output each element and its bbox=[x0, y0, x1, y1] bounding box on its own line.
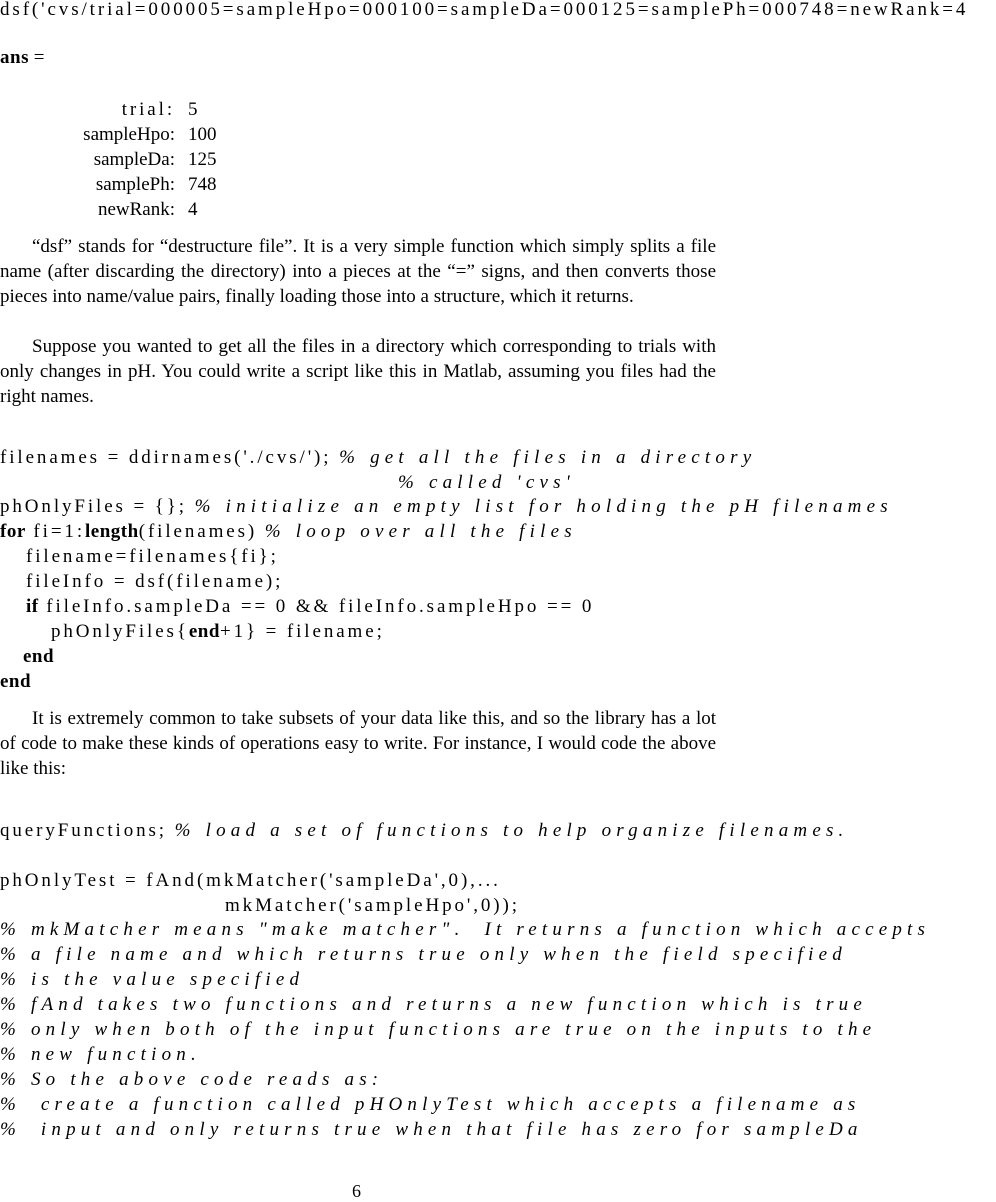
code-line bbox=[0, 446, 756, 470]
code-line bbox=[26, 570, 283, 594]
code-line bbox=[0, 819, 849, 843]
paragraph-subsets: It is extremely common to take subsets of your data like this, and so the library has a lot of code to make these kinds of operations easy to write. For instance, I would code the above like this: bbox=[0, 708, 716, 779]
code-line bbox=[51, 620, 385, 644]
code-text: phOnlyFiles{ bbox=[51, 621, 189, 642]
code-comment-line: % only when both of the input functions are true on the inputs to the bbox=[0, 1019, 877, 1040]
field-key: trial: bbox=[121, 99, 175, 120]
code-text: mkMatcher('sampleHpo',0)); bbox=[225, 895, 520, 916]
field-key: sampleDa: bbox=[93, 149, 175, 170]
code-keyword: if bbox=[26, 596, 39, 617]
code-line bbox=[398, 471, 575, 495]
field-key: samplePh: bbox=[95, 174, 175, 195]
page-number: 6 bbox=[352, 1181, 361, 1201]
code-text: phOnlyTest = fAnd(mkMatcher('sampleDa',0),... bbox=[0, 870, 501, 891]
code-keyword: end bbox=[0, 671, 32, 692]
code-comment-line: % mkMatcher means "make matcher". It returns a function which accepts bbox=[0, 919, 931, 940]
ans-line bbox=[0, 46, 44, 70]
code-comment-line: % create a function called pHOnlyTest which accepts a filename as bbox=[0, 1094, 861, 1115]
field-value: 4 bbox=[188, 199, 198, 220]
code-text: fileInfo.sampleDa == 0 && fileInfo.sampleHpo == 0 bbox=[38, 596, 595, 617]
dsf-call-line: dsf('cvs/trial=000005=sampleHpo=000100=sampleDa=000125=samplePh=000748=newRank=4 bbox=[0, 0, 969, 20]
field-key: sampleHpo: bbox=[83, 124, 175, 145]
field-key: newRank: bbox=[97, 199, 175, 220]
code-comment-line: % is the value specified bbox=[0, 969, 305, 990]
ans-equals: = bbox=[33, 47, 45, 68]
paragraph-dsf-description: “dsf” stands for “destructure file”. It is a very simple function which simply splits a file name (after discarding the directory) into a pieces at the “=” signs, and then converts those pieces into name/value pairs, finally loading those into a structure, which it returns. bbox=[0, 236, 716, 307]
code-keyword: end bbox=[23, 646, 55, 667]
code-comment: % initialize an empty list for holding the pH filenames bbox=[194, 496, 893, 517]
code-comment-line: % input and only returns true when that file has zero for sampleDa bbox=[0, 1119, 863, 1140]
code-text: fileInfo = dsf(filename); bbox=[26, 571, 284, 592]
code-comment: % loop over all the files bbox=[264, 521, 577, 542]
code-line bbox=[0, 670, 31, 694]
code-text: (filenames) bbox=[138, 521, 265, 542]
code-comment-line: % So the above code reads as: bbox=[0, 1069, 384, 1090]
field-value: 100 bbox=[188, 124, 217, 145]
code-comment: % get all the files in a directory bbox=[339, 447, 757, 468]
code-line bbox=[0, 495, 893, 519]
code-text: filenames = ddirnames('./cvs/'); bbox=[0, 447, 340, 468]
code-line bbox=[23, 645, 54, 669]
code-text: queryFunctions; bbox=[0, 820, 175, 841]
code-keyword: end bbox=[188, 621, 220, 642]
code-comment-line: % a file name and which returns true only when the field specified bbox=[0, 944, 847, 965]
code-comment: % load a set of functions to help organize filenames. bbox=[174, 820, 849, 841]
code-comment-line: % fAnd takes two functions and returns a new function which is true bbox=[0, 994, 867, 1015]
code-line bbox=[0, 869, 501, 893]
ans-label: ans bbox=[0, 47, 29, 68]
code-text: filename=filenames{fi}; bbox=[26, 546, 279, 567]
field-value: 748 bbox=[188, 174, 217, 195]
code-text: +1} = filename; bbox=[219, 621, 385, 642]
code-line bbox=[0, 520, 577, 544]
code-keyword: length bbox=[85, 521, 139, 542]
code-line bbox=[26, 545, 279, 569]
field-value: 5 bbox=[188, 99, 198, 120]
code-comment: % called 'cvs' bbox=[398, 472, 575, 493]
field-value: 125 bbox=[188, 149, 217, 170]
code-keyword: for bbox=[0, 521, 26, 542]
code-line bbox=[225, 894, 520, 918]
code-text: fi=1: bbox=[25, 521, 86, 542]
code-text: phOnlyFiles = {}; bbox=[0, 496, 195, 517]
code-line bbox=[26, 595, 594, 619]
code-comment-line: % new function. bbox=[0, 1044, 201, 1065]
paragraph-ph-script-intro: Suppose you wanted to get all the files in a directory which corresponding to trials with only changes in pH. You could write a script like this in Matlab, assuming you files had the right names. bbox=[0, 336, 716, 407]
